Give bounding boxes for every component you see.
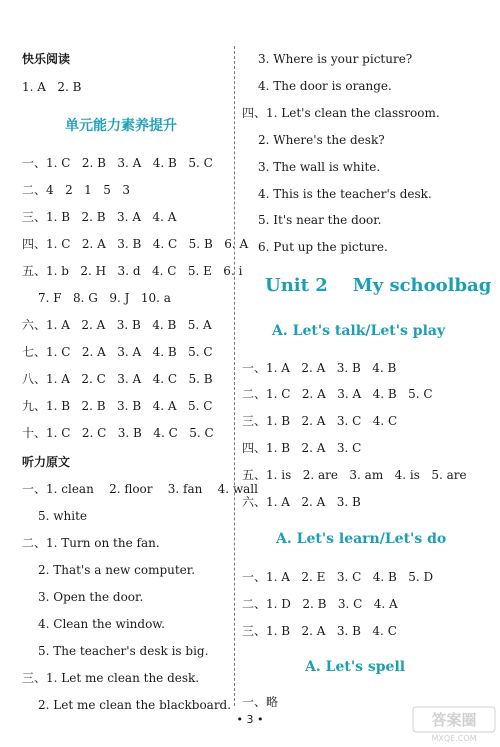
answer-line: 7. F 8. G 9. J 10. a [38, 291, 171, 305]
section-heading: A. Let's spell [305, 659, 406, 675]
answer-line: 二、4 2 1 5 3 [22, 183, 130, 197]
answer-line: 五、1. is 2. are 3. am 4. is 5. are [242, 468, 467, 482]
answer-line: 三、1. B 2. A 3. C 4. C [242, 414, 398, 428]
listening-line: 2. Let me clean the blackboard. [38, 698, 232, 712]
column-divider [234, 46, 235, 706]
answer-line: 五、1. b 2. H 3. d 4. C 5. E 6. i [22, 264, 243, 278]
listening-line: 5. It's near the door. [258, 213, 382, 227]
unit-title: Unit 2 My schoolbag [265, 275, 492, 296]
answer-line: 1. A 2. B [22, 80, 82, 94]
watermark-logo [412, 706, 496, 744]
answer-line: 八、1. A 2. C 3. A 4. C 5. B [22, 372, 213, 386]
answer-line: 七、1. C 2. A 3. A 4. B 5. C [22, 345, 213, 359]
listening-line: 5. The teacher's desk is big. [38, 644, 209, 658]
listening-line: 一、1. clean 2. floor 3. fan 4. wall [22, 482, 258, 496]
answer-line: 一、1. A 2. A 3. B 4. B [242, 361, 397, 375]
happy-reading-heading: 快乐阅读 [22, 52, 71, 66]
unit-skills-heading: 单元能力素养提升 [65, 118, 177, 134]
listening-line: 3. The wall is white. [258, 160, 381, 174]
svg-text:答案圈: 答案圈 [431, 711, 477, 729]
svg-text:MXQE.COM: MXQE.COM [431, 734, 477, 743]
listening-line: 3. Where is your picture? [258, 52, 413, 66]
answer-line: 十、1. C 2. C 3. B 4. C 5. C [22, 426, 214, 440]
answer-line: 一、1. C 2. B 3. A 4. B 5. C [22, 156, 213, 170]
listening-line: 4. This is the teacher's desk. [258, 187, 432, 201]
listening-line: 2. That's a new computer. [38, 563, 196, 577]
answer-line: 四、1. B 2. A 3. C [242, 441, 362, 455]
answer-line: 九、1. B 2. B 3. B 4. A 5. C [22, 399, 213, 413]
answer-line: 三、1. B 2. B 3. A 4. A [22, 210, 177, 224]
listening-line: 4. Clean the window. [38, 617, 165, 631]
answer-line: 二、1. C 2. A 3. A 4. B 5. C [242, 387, 433, 401]
answer-line: 六、1. A 2. A 3. B 4. B 5. A [22, 318, 212, 332]
listening-line: 三、1. Let me clean the desk. [22, 671, 200, 685]
section-heading: A. Let's talk/Let's play [272, 323, 446, 339]
answer-line: 一、1. A 2. E 3. C 4. B 5. D [242, 570, 434, 584]
listening-line: 2. Where's the desk? [258, 133, 385, 147]
section-heading: A. Let's learn/Let's do [276, 531, 447, 547]
page-number: • 3 • [236, 713, 264, 726]
listening-line: 4. The door is orange. [258, 79, 392, 93]
answer-line: 二、1. D 2. B 3. C 4. A [242, 597, 398, 611]
listening-line: 6. Put up the picture. [258, 240, 388, 254]
listening-line: 3. Open the door. [38, 590, 144, 604]
answer-line: 一、略 [242, 695, 279, 709]
listening-text-heading: 听力原文 [22, 455, 71, 469]
listening-line: 四、1. Let's clean the classroom. [242, 106, 440, 120]
answer-line: 三、1. B 2. A 3. B 4. C [242, 624, 397, 638]
listening-line: 二、1. Turn on the fan. [22, 536, 160, 550]
answer-line: 四、1. C 2. A 3. B 4. C 5. B 6. A [22, 237, 249, 251]
listening-line: 5. white [38, 509, 88, 523]
answer-line: 六、1. A 2. A 3. B [242, 495, 361, 509]
